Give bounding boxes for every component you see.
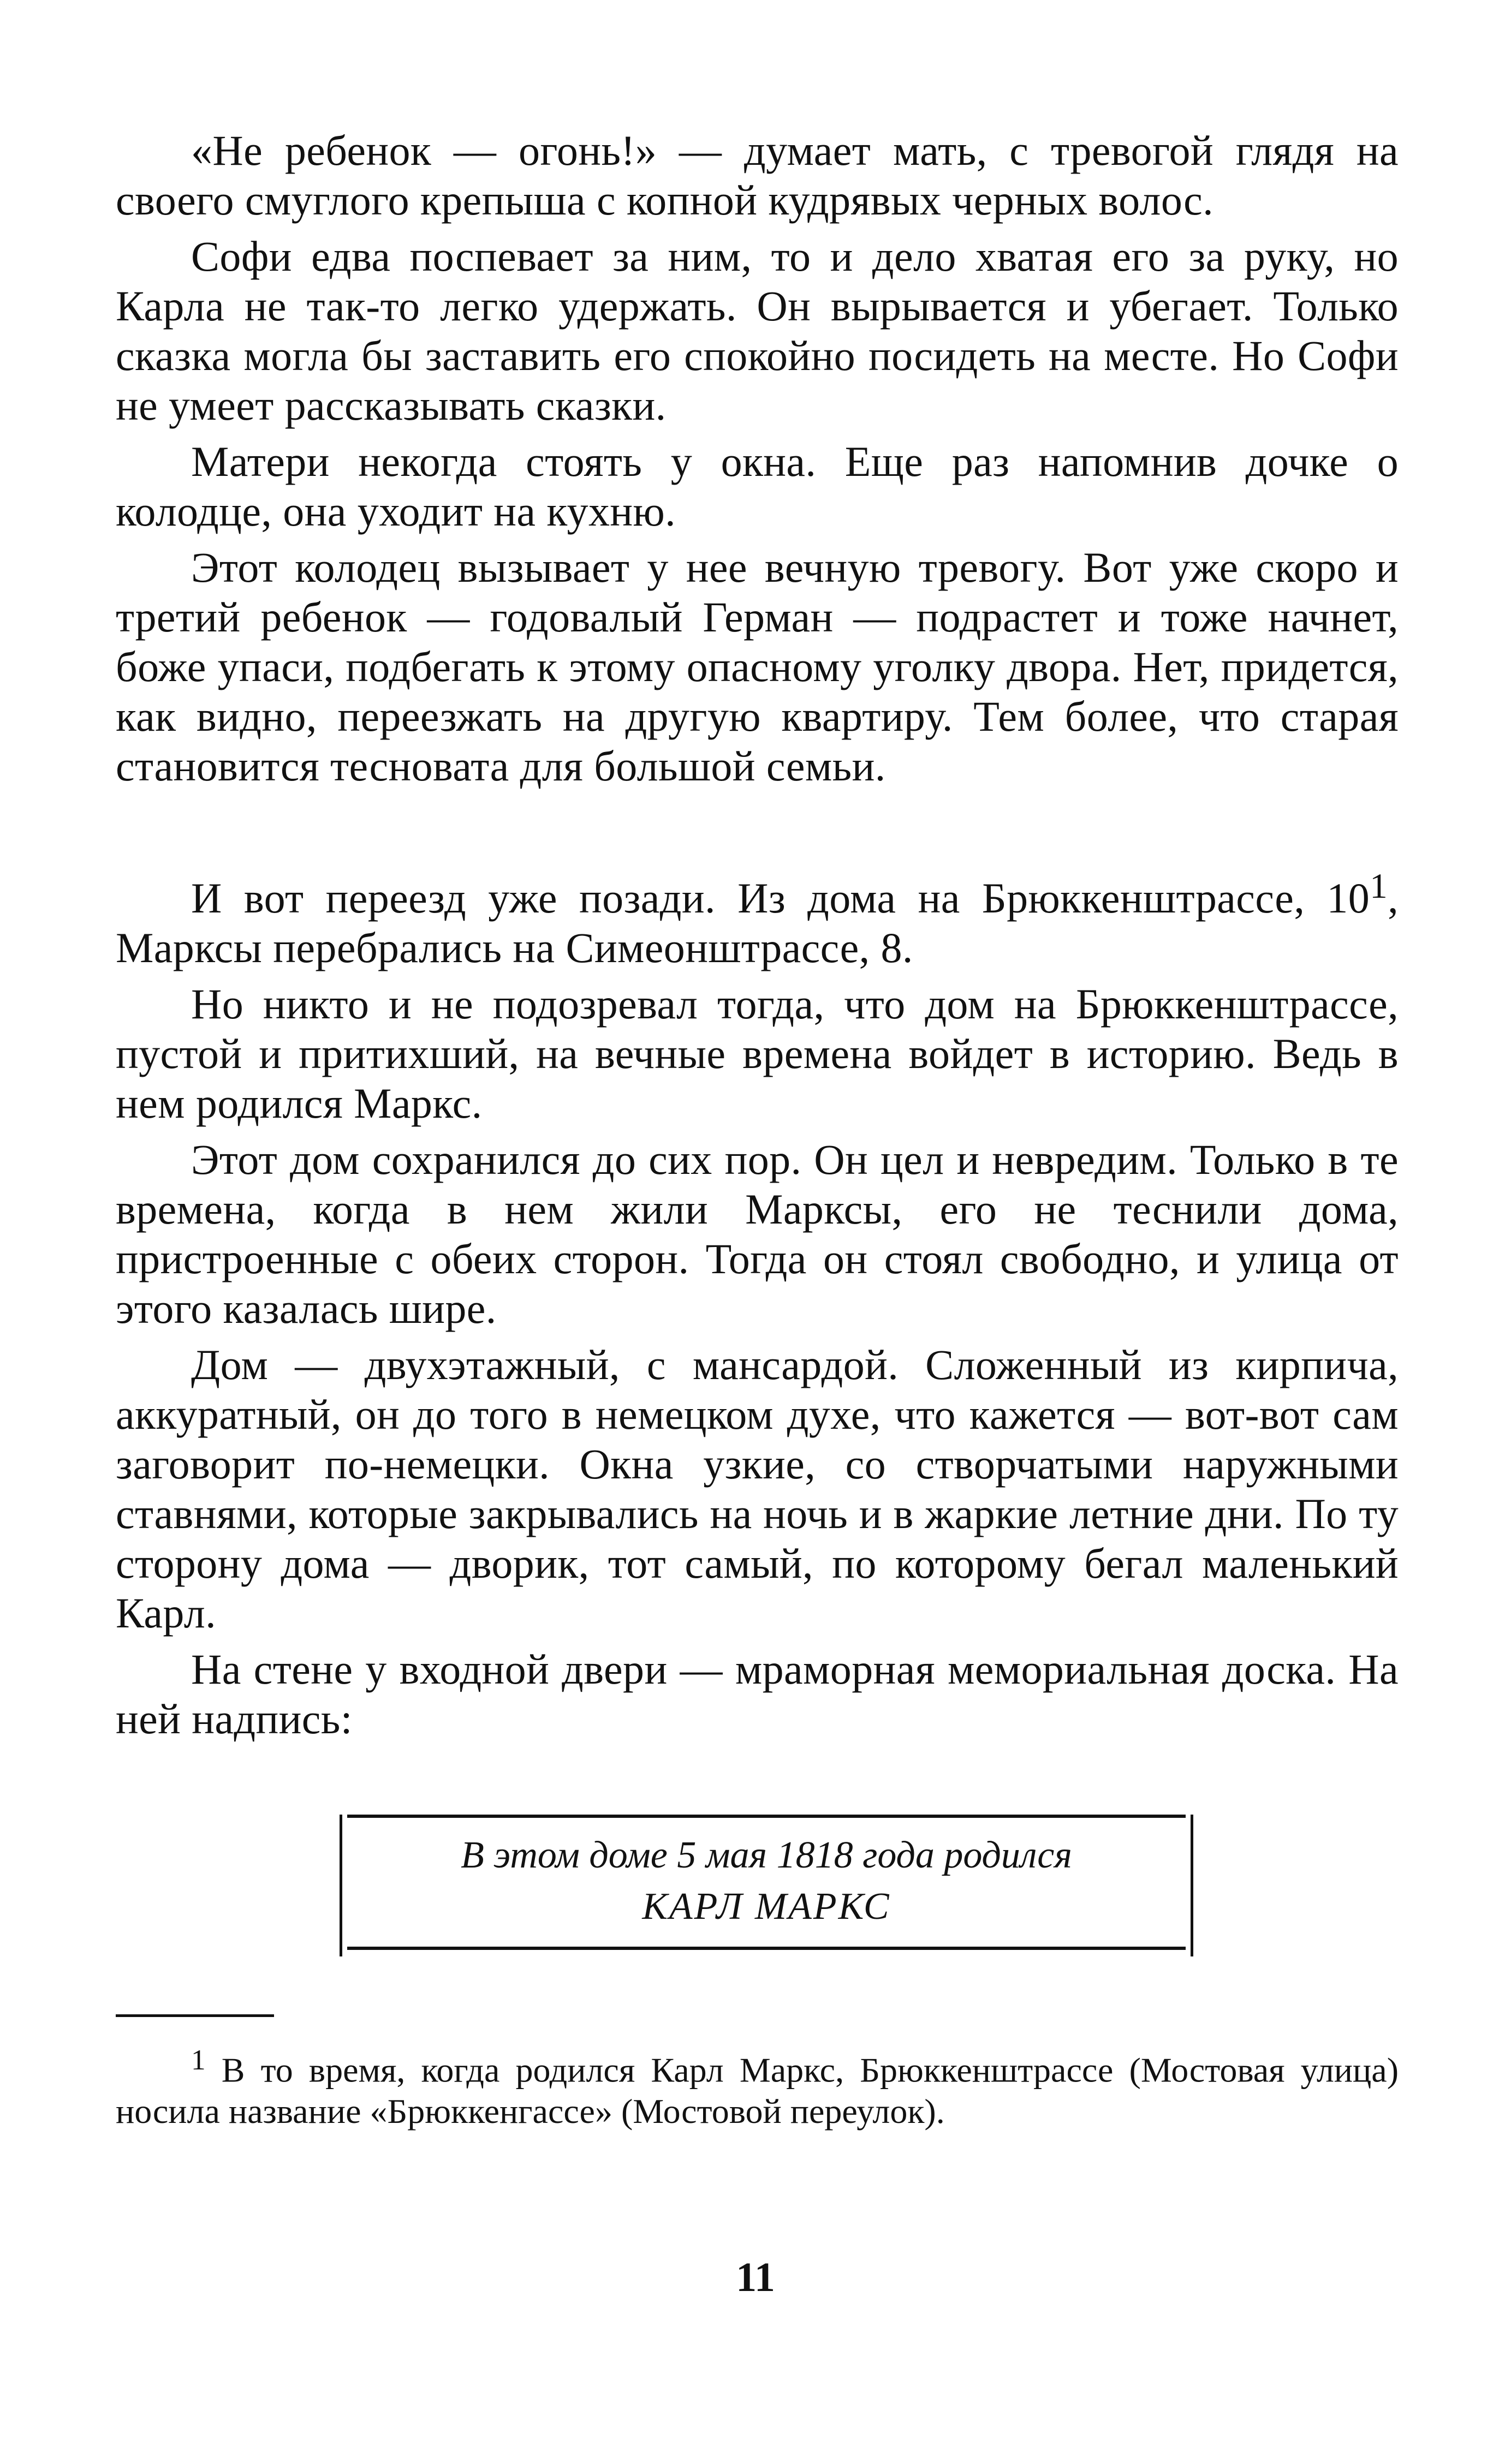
footnote-mark: 1 xyxy=(191,2043,206,2076)
paragraph-memorial: На стене у входной двери — мраморная мемориальная доска. На ней надпись: xyxy=(116,1645,1399,1743)
moving-text-start: И вот переезд уже позади. Из дома на Брюккенштрассе, 10 xyxy=(191,874,1370,922)
paragraph-well: Этот колодец вызывает у нее вечную тревогу. Вот уже скоро и третий ребенок — годовалый Герман — подрастет и тоже начнет, боже упаси, подбегать к этому опасному уголку двора. Нет, придется, как видно, переезжать на другую квартиру. Тем более, что старая становится тесновата для большой семьи. xyxy=(116,544,1399,790)
footnote-text: В то время, когда родился Карл Маркс, Брюккенштрассе (Мостовая улица) носила название «Брюккенгассе» (Мостовой переулок). xyxy=(116,2050,1399,2131)
paragraph-sophie: Софи едва поспевает за ним, то и дело хватая его за руку, но Карла не так-то легко удержать. Он вырывается и убегает. Только сказка могла бы заставить его спокойно посидеть на месте. Но Софи не умеет рассказывать сказки. xyxy=(116,232,1399,429)
paragraph-house-preserved: Этот дом сохранился до сих пор. Он цел и невредим. Только в те времена, когда в нем жили Марксы, его не теснили дома, пристроенные с обеих сторон. Тогда он стоял свободно, и улица от этого казалась шире. xyxy=(116,1136,1399,1332)
plaque-inscription-name: КАРЛ МАРКС xyxy=(642,1886,891,1928)
paragraph-moving xyxy=(116,862,1399,973)
paragraph-mother: Матери некогда стоять у окна. Еще раз напомнив дочке о колодце, она уходит на кухню. xyxy=(116,438,1399,535)
footnote xyxy=(116,2039,1399,2132)
moving-text-end: , Марксы перебрались на Симеонштрассе, 8. xyxy=(116,874,1399,971)
page-number: 11 xyxy=(736,2254,775,2300)
plaque-inscription-line: В этом доме 5 мая 1818 года родился xyxy=(461,1834,1072,1876)
paragraph-fire-child: «Не ребенок — огонь!» — думает мать, с тревогой глядя на своего смуглого крепыша с копной кудрявых черных волос. xyxy=(116,127,1399,224)
paragraph-history: Но никто и не подозревал тогда, что дом на Брюккенштрассе, пустой и притихший, на вечные времена войдет в историю. Ведь в нем родился Маркс. xyxy=(116,980,1399,1127)
section-break xyxy=(116,797,1399,862)
memorial-plaque xyxy=(347,1815,1186,1950)
paragraph-house-description: Дом — двухэтажный, с мансардой. Сложенный из кирпича, аккуратный, он до того в немецком духе, что кажется — вот-вот сам заговорит по-немецки. Окна узкие, со створчатыми наружными ставнями, которые закрывались на ночь и в жаркие летние дни. По ту сторону дома — дворик, тот самый, по которому бегал маленький Карл. xyxy=(116,1341,1399,1637)
book-page xyxy=(116,126,1399,2132)
footnote-divider xyxy=(116,2014,274,2017)
footnote-reference[interactable]: 1 xyxy=(1370,867,1388,906)
